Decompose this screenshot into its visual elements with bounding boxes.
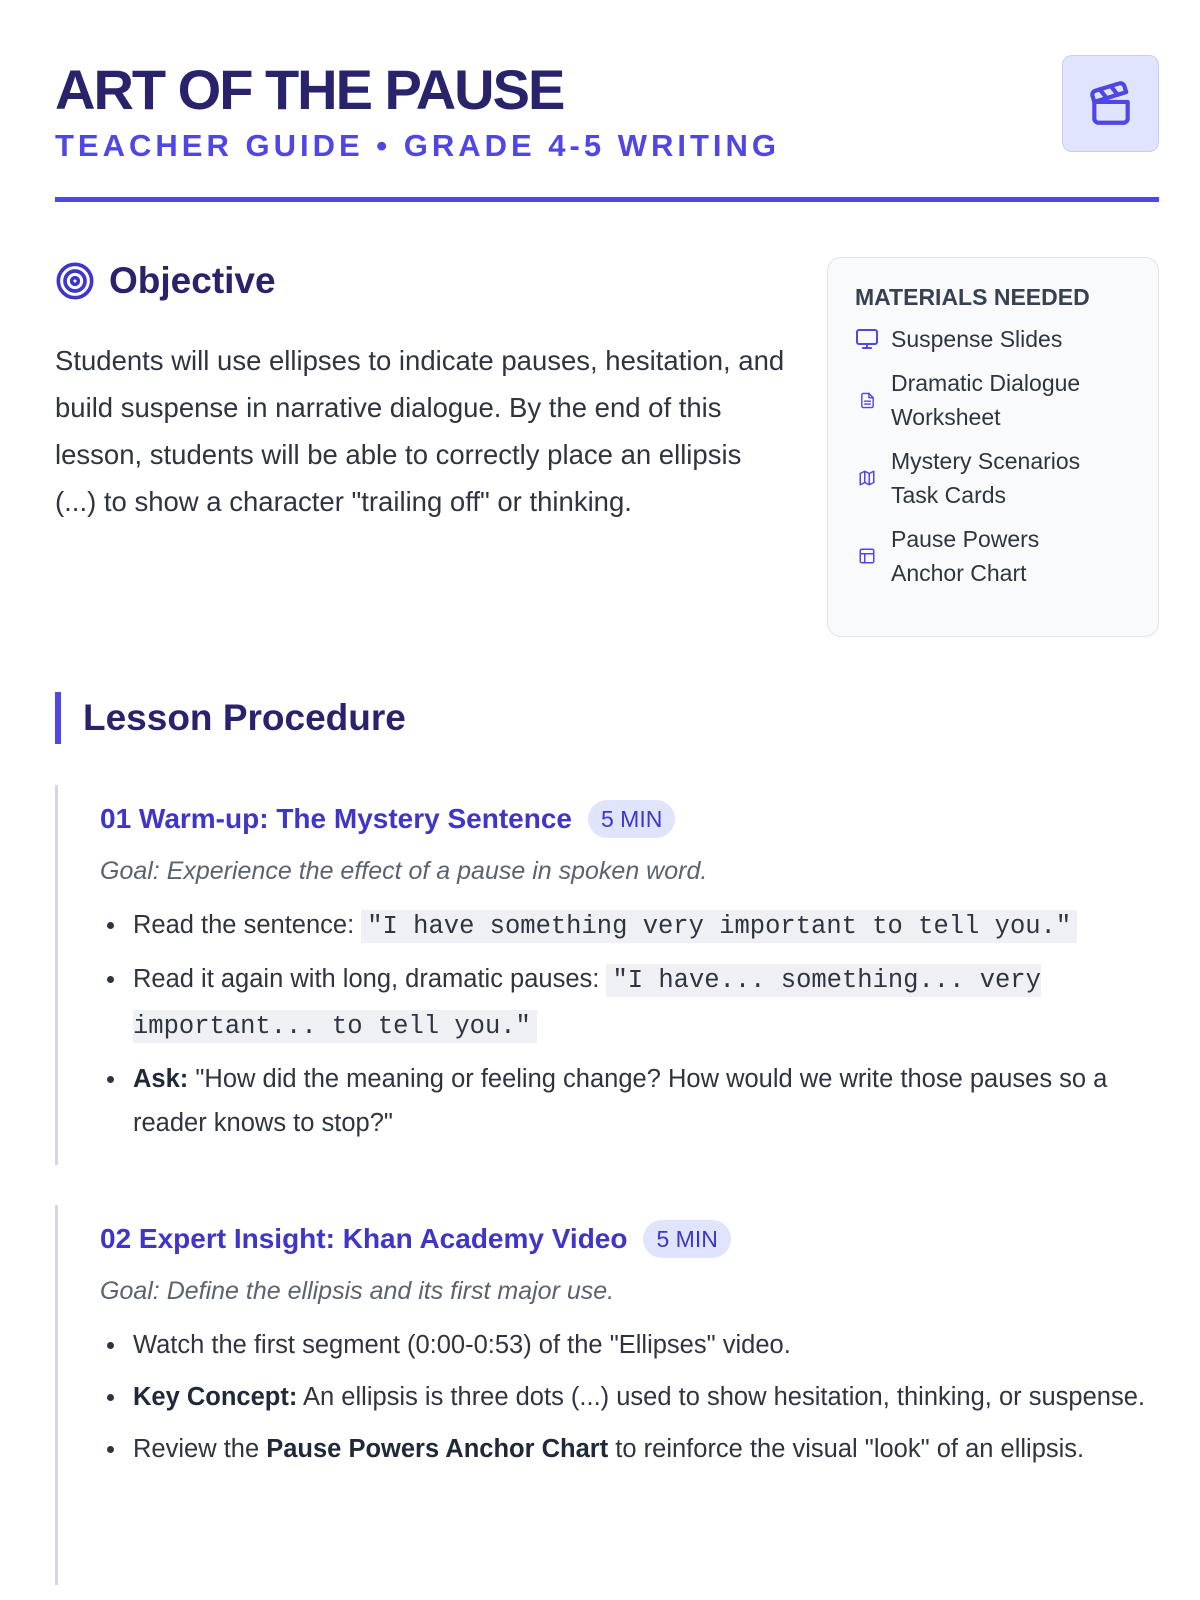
objective-title: Objective — [109, 260, 276, 301]
bullet-bold: Key Concept: — [133, 1383, 298, 1411]
material-item — [855, 322, 1134, 356]
list-item — [100, 903, 1159, 949]
target-icon — [55, 261, 95, 301]
material-label: Dramatic Dialogue Worksheet — [891, 370, 1081, 430]
step-goal: Goal: Define the ellipsis and its first major use. — [100, 1277, 615, 1305]
bullet-text: "How did the meaning or feeling change? How would we write those pauses so a reader knows to stop?" — [133, 1065, 1108, 1137]
step-header — [100, 797, 1159, 841]
list-item — [100, 1427, 1159, 1471]
list-item — [100, 1057, 1159, 1145]
page-header — [55, 50, 1159, 202]
bullet-text: Read it again with long, dramatic pauses: — [133, 965, 607, 993]
bullet-text: Read the sentence: — [133, 911, 362, 939]
material-label: Pause Powers Anchor Chart — [891, 526, 1040, 586]
list-item — [100, 1375, 1159, 1419]
step-title: 02 Expert Insight: Khan Academy Video — [100, 1223, 628, 1254]
lesson-page — [55, 0, 1159, 1600]
code-snippet: "I have something very important to tell you." — [361, 910, 1077, 943]
duration-badge: 5 MIN — [643, 1220, 730, 1258]
document-icon — [855, 388, 879, 412]
bullet-text: Watch the first segment (0:00-0:53) of the "Ellipses" video. — [133, 1331, 791, 1359]
objective-heading — [55, 255, 276, 307]
monitor-icon — [855, 327, 879, 351]
procedure-heading — [55, 692, 406, 744]
procedure-title: Lesson Procedure — [83, 697, 406, 738]
step-bullets — [100, 903, 1159, 1145]
procedure-step — [55, 785, 1159, 1165]
material-label: Mystery Scenarios Task Cards — [891, 448, 1081, 508]
step-title: 01 Warm-up: The Mystery Sentence — [100, 803, 572, 834]
list-item — [100, 957, 1159, 1049]
bullet-bold: Ask: — [133, 1065, 189, 1093]
material-label: Suspense Slides — [891, 326, 1063, 352]
materials-title: MATERIALS NEEDED — [855, 284, 1090, 310]
clapperboard-icon — [1086, 79, 1136, 129]
step-header — [100, 1217, 1159, 1261]
objective-text: Students will use ellipses to indicate pauses, hesitation, and build suspense in narrative dialogue. By the end of this lesson, students will be able to correctly place an ellipsis (...) to show a character "trailing off" or thinking. — [55, 345, 785, 517]
step-bullets — [100, 1323, 1159, 1471]
code-snippet: "I have... something... very important... to tell you." — [133, 966, 1041, 1041]
bullet-bold: Pause Powers Anchor Chart — [266, 1435, 609, 1463]
bullet-text: An ellipsis is three dots (...) used to show hesitation, thinking, or suspense. — [297, 1383, 1145, 1411]
duration-badge: 5 MIN — [588, 800, 675, 838]
bullet-text: Review the — [133, 1435, 267, 1463]
layout-icon — [855, 544, 879, 568]
bullet-text: to reinforce the visual "look" of an ellipsis. — [608, 1435, 1085, 1463]
clapperboard-button[interactable] — [1062, 55, 1159, 152]
material-item — [855, 444, 1134, 512]
map-icon — [855, 466, 879, 490]
material-item — [855, 366, 1134, 434]
list-item — [100, 1323, 1159, 1367]
procedure-step — [55, 1205, 1159, 1585]
materials-panel — [827, 257, 1159, 637]
page-subtitle: TEACHER GUIDE • GRADE 4-5 WRITING — [55, 128, 780, 163]
page-title: ART OF THE PAUSE — [55, 58, 564, 121]
material-item — [855, 522, 1134, 590]
step-goal: Goal: Experience the effect of a pause in spoken word. — [100, 857, 708, 885]
